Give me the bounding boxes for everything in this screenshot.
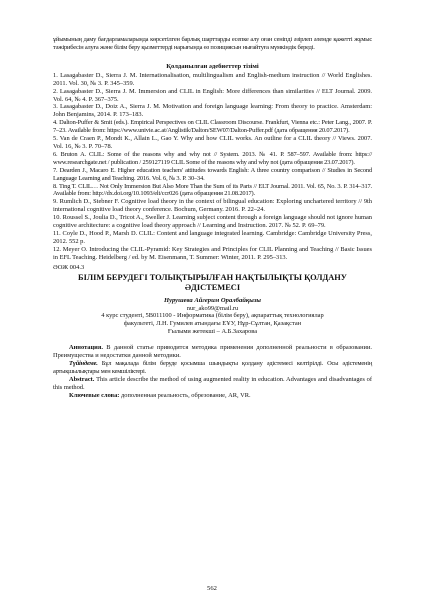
reference-item: 8. Ting T. CLIL… Not Only Immersion But Also More Than the Sum of its Parts // ELT Journal. 2011. Vol. 65, No. 3. P. 314–317. Available from: http://dx.doi.org/10.1093/elt/ccr026 (дата обращения 21.08.2017). — [53, 182, 372, 198]
abstract-kz-label: Түйіндеме. — [69, 360, 98, 367]
keywords-label: Ключевые слова: — [69, 391, 120, 399]
abstract-en — [53, 376, 372, 392]
reference-item: 11. Coyle D., Hood P., Marsh D. CLIL: Content and language integrated learning. Cambridge: Cambridge University Press, 2012. 552 p. — [53, 229, 372, 245]
reference-item: 12. Meyer O. Introducing the CLIL-Pyramid: Key Strategies and Principles for CLIL Planning and Teaching // Basic Issues in EFL Teaching. Heidelberg / ed. by M. Eisenmann, T. Summer: Winter, 2011. P. 295–313. — [53, 245, 372, 261]
reference-item: 7. Dearden J., Macaro E. Higher education teachers' attitudes towards English: A three country comparison // Studies in Second Language Learning and Teaching. 2016. Vol. 6, № 3. P. 30–34. — [53, 166, 372, 182]
abstract-en-text: This article describe the method of using augmented reality in education. Advantages and disadvantages of this method. — [53, 375, 372, 391]
abstracts-block — [53, 344, 372, 399]
reference-item: 5. Van de Craen P., Mondt K., Allain L., Gao Y. Why and how CLIL works. An outline for a CLIL theory // Views. 2007. Vol. 16, № 3. P. 70–78. — [53, 135, 372, 150]
author-email: nur_ako99@mail.ru — [186, 304, 239, 312]
abstract-ru-text: В данной статье приводится методика применения дополненной реальности в образовании. Преимущества и недостатки данной методики. — [53, 344, 372, 360]
references-title: Қолданылған әдебиеттер тізімі — [166, 62, 259, 70]
author-affiliation-line-1: 4 курс студенті, 5В011100 - Информатика (білім беру), ақпараттық технологиялар — [101, 312, 324, 320]
reference-item: 2. Lasagabaster D., Sierra J. M. Immersion and CLIL in English: More differences than similarities // ELT Journal. 2009. Vol. 64, № 4. P. 367–375. — [53, 87, 372, 103]
page-number: 562 — [207, 585, 217, 592]
intro-paragraph: ұйымының даму бағдарламаларында көрсетілген барлық шарттарды есепке алу оған сеніпді әзірлеп әлемде қажетті жұмыс тәжірибесін алуға және білім беру қызметтерді нарығында өз позициясын нығайтуға мүмкіндік береді. — [53, 36, 372, 51]
abstract-kz-text: Бұл мақалада білім беруде қосымша шындықты қолдану әдістемесі келтірілді. Осы әдістеменің артықшылықтары мен кемшіліктері. — [53, 360, 372, 375]
abstract-en-label: Abstract. — [69, 375, 95, 383]
abstract-kz — [53, 360, 372, 376]
keywords-text: дополненная реальность, обрезование, AR, VR. — [119, 391, 251, 399]
article-title: БІЛІМ БЕРУДЕГІ ТОЛЫҚТЫРЫЛҒАН НАҚТЫЛЫҚТЫ ҚОЛДАНУ ӘДІСТЕМЕСІ — [78, 272, 347, 292]
author-affiliation-line-2: факультеті, Л.Н. Гумилев атындағы ЕҰУ, Нұр-Сұлтан, Қазақстан — [123, 320, 302, 328]
reference-item: 9. Rumlich D., Stebner F. Cognitive load theory in the context of bilingual education: Exploring unchartered territory // 9th international cognitive load theory conference. Bochum, Germany. 2016. P. 22–24. — [53, 198, 372, 214]
abstract-ru — [53, 344, 372, 360]
reference-item: 1. Lasagabaster D., Sierra J. M. Internationalisation, multilingualism and English-medium instruction // World Englishes. 2011. Vol. 30, № 3. P. 345–359. — [53, 71, 372, 87]
author-name: Нурушева Айгерим Оралбайқызы — [164, 296, 261, 304]
reference-item: 4. Dalton-Puffer & Smit (eds.). Empirical Perspectives on CLIL Classroom Discourse. Frankfurt, Vienna etc.: Peter Lang., 2007. P. 7–23. Available from: https://www.univie.ac.at/Anglistik/Dalton/SEW07/Dalton-Puffer.pdf (дата обращения 20.07.2017). — [53, 119, 372, 135]
scientific-advisor: Ғылыми жетекші – А.Б.Захарова — [167, 328, 258, 336]
references-list — [53, 72, 372, 262]
udc-code: ӘОЖ 004.3 — [53, 263, 85, 271]
reference-item: 3. Lasagabaster D., Doiz A., Sierra J. M. Motivation and foreign language learning: From theory to practice. Amsterdam: John Benjamins, 2014. P. 173–183. — [53, 103, 372, 119]
reference-item: 10. Roussel S., Joulia D., Tricot A., Sweller J. Learning subject content through a foreign language should not ignore human cognitive architecture: a cognitive load theory approach // Learning and Instruction. 2017. № 52. P. 69–79. — [53, 214, 372, 230]
abstract-ru-label: Аннотация. — [69, 344, 103, 352]
reference-item: 6. Bruton A. CLIL: Some of the reasons why and why not // System. 2013. № 41. P. 587–597. Available from: https:// www.researchgate.net / publication / 259127119 CLIL Some of the reasons why and why not (дата обращения 23.07.2017). — [53, 150, 372, 166]
keywords — [53, 392, 372, 400]
